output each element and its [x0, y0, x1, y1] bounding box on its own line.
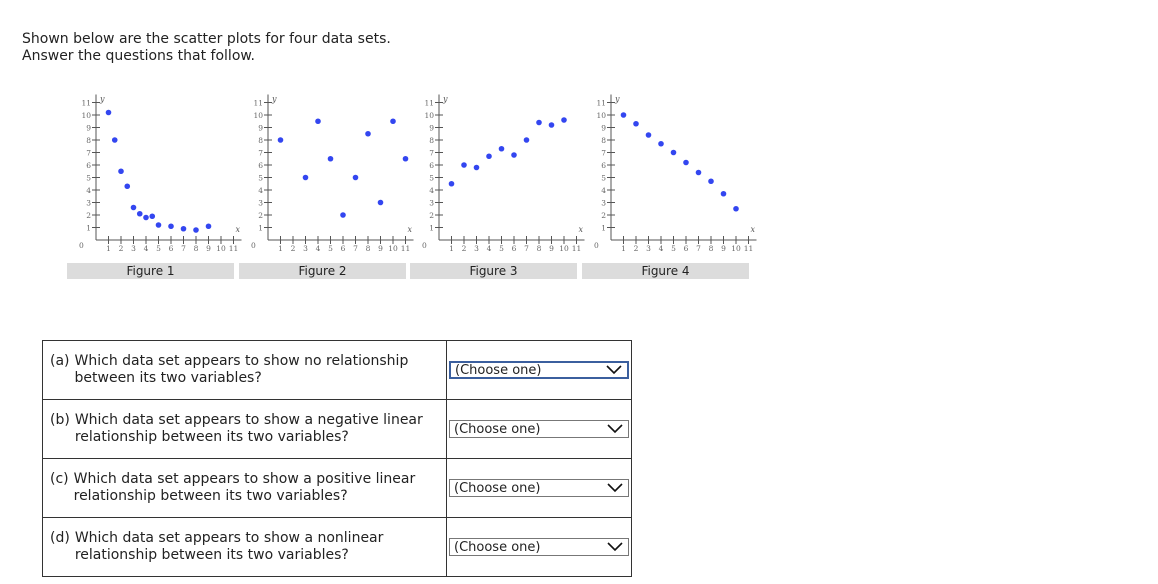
x-tick-label: 11: [400, 244, 411, 253]
answer-cell-b: [447, 400, 632, 459]
answer-select-a-value: (Choose one): [455, 362, 542, 378]
data-point: [278, 137, 284, 143]
data-point: [499, 146, 505, 152]
y-tick-label: 3: [86, 198, 91, 208]
x-tick-label: 4: [658, 244, 664, 253]
y-tick-label: 9: [601, 123, 606, 133]
x-tick-label: 6: [340, 244, 346, 253]
question-a-letter: (a): [50, 353, 70, 369]
x-tick-label: 11: [228, 244, 239, 253]
question-d: [43, 518, 447, 577]
chevron-down-icon: [607, 424, 623, 434]
figure-4-caption: Figure 4: [582, 263, 749, 279]
data-point: [474, 165, 480, 171]
x-tick-label: 10: [559, 244, 569, 253]
y-tick-label: 9: [258, 123, 263, 133]
data-point: [449, 181, 455, 187]
x-tick-label: 2: [461, 244, 467, 253]
answer-select-d-value: (Choose one): [454, 539, 541, 555]
y-tick-label: 8: [258, 136, 263, 145]
question-b-text: Which data set appears to show a negative linear relationship between its two variables?: [74, 412, 423, 445]
x-tick-label: 1: [278, 244, 283, 253]
y-tick-label: 11: [596, 98, 606, 108]
instructions: [22, 31, 391, 65]
x-tick-label: 8: [536, 244, 542, 253]
chevron-down-icon: [607, 483, 623, 493]
data-point: [696, 170, 702, 176]
x-tick-label: 4: [143, 244, 149, 253]
y-tick-label: 6: [86, 161, 91, 170]
question-a: [43, 341, 447, 400]
x-tick-label: 6: [683, 244, 689, 253]
x-tick-label: 10: [731, 244, 741, 253]
data-point: [524, 137, 530, 143]
data-point: [303, 175, 309, 181]
y-tick-label: 7: [258, 148, 263, 158]
y-tick-label: 1: [86, 223, 91, 233]
y-tick-label: 3: [258, 198, 263, 208]
x-tick-label: 8: [365, 244, 371, 253]
answer-select-b[interactable]: [449, 420, 629, 438]
x-tick-label: 7: [524, 244, 529, 253]
data-point: [461, 162, 467, 168]
data-point: [328, 156, 334, 162]
data-point: [353, 175, 359, 181]
y-tick-label: 5: [601, 173, 606, 183]
questions-table: [42, 340, 632, 577]
figure-3-caption: Figure 3: [410, 263, 577, 279]
data-point: [137, 211, 143, 217]
x-tick-label: 5: [328, 244, 333, 253]
data-point: [683, 160, 689, 166]
y-tick-label: 6: [601, 161, 606, 170]
y-tick-label: 7: [601, 148, 606, 158]
question-d-text: Which data set appears to show a nonlinear relationship between its two variables?: [74, 530, 384, 563]
y-tick-label: 4: [429, 186, 434, 195]
y-axis-label: y: [100, 94, 105, 104]
x-tick-label: 2: [118, 244, 124, 253]
scatter-plot-figure-2: [236, 86, 413, 256]
data-point: [486, 153, 492, 159]
question-row-d: [43, 518, 632, 577]
y-tick-label: 11: [424, 98, 434, 108]
y-tick-label: 1: [601, 223, 606, 233]
y-axis-label: y: [443, 94, 448, 104]
y-tick-label: 6: [429, 161, 434, 170]
data-point: [646, 132, 652, 138]
answer-select-a[interactable]: [449, 361, 629, 379]
y-tick-label: 7: [86, 148, 91, 158]
x-tick-label: 3: [474, 244, 479, 253]
y-tick-label: 10: [596, 111, 606, 120]
x-tick-label: 3: [303, 244, 308, 253]
question-d-letter: (d): [50, 530, 70, 546]
answer-cell-d: [447, 518, 632, 577]
x-tick-label: 7: [181, 244, 186, 253]
y-tick-label: 1: [258, 223, 263, 233]
answer-cell-a: [447, 341, 632, 400]
y-tick-label: 8: [429, 136, 434, 145]
data-point: [118, 168, 124, 174]
instructions-line-1: Shown below are the scatter plots for four data sets.: [22, 31, 391, 47]
y-tick-label: 3: [429, 198, 434, 208]
x-tick-label: 7: [353, 244, 358, 253]
data-point: [621, 112, 627, 118]
question-row-c: [43, 459, 632, 518]
data-point: [106, 110, 112, 116]
data-point: [658, 141, 664, 147]
scatter-plot-figure-4: [579, 86, 756, 256]
x-tick-label: 2: [633, 244, 639, 253]
y-tick-label: 10: [424, 111, 434, 120]
data-point: [708, 178, 714, 184]
data-point: [511, 152, 517, 158]
data-point: [671, 150, 677, 156]
x-tick-label: 9: [721, 244, 726, 253]
data-point: [124, 183, 130, 189]
y-tick-label: 11: [253, 98, 263, 108]
question-c: [43, 459, 447, 518]
y-tick-label: 5: [86, 173, 91, 183]
x-tick-label: 10: [388, 244, 398, 253]
chevron-down-icon: [606, 365, 622, 375]
figure-1-caption: Figure 1: [67, 263, 234, 279]
data-point: [365, 131, 371, 137]
data-point: [206, 223, 212, 229]
y-tick-label: 2: [86, 211, 91, 220]
x-tick-label: 11: [571, 244, 582, 253]
y-axis-label: y: [615, 94, 620, 104]
answer-select-b-value: (Choose one): [454, 421, 541, 437]
data-point: [340, 212, 346, 218]
data-point: [131, 205, 137, 211]
y-tick-label: 8: [601, 136, 606, 145]
x-tick-label: 3: [646, 244, 651, 253]
x-axis-label: x: [750, 225, 756, 234]
origin-label: 0: [594, 241, 599, 250]
question-row-a: [43, 341, 632, 400]
data-point: [143, 215, 149, 221]
data-point: [536, 120, 542, 126]
y-tick-label: 4: [86, 186, 91, 195]
answer-cell-c: [447, 459, 632, 518]
scatter-plot-figure-3: [407, 86, 584, 256]
data-point: [181, 226, 187, 232]
y-tick-label: 9: [86, 123, 91, 133]
x-tick-label: 5: [499, 244, 504, 253]
x-tick-label: 1: [621, 244, 626, 253]
data-point: [561, 117, 567, 123]
y-tick-label: 11: [81, 98, 91, 108]
x-axis-label: x: [578, 225, 584, 234]
y-tick-label: 3: [601, 198, 606, 208]
y-tick-label: 2: [601, 211, 606, 220]
origin-label: 0: [79, 241, 84, 250]
y-tick-label: 4: [258, 186, 263, 195]
answer-select-c-value: (Choose one): [454, 480, 541, 496]
y-tick-label: 10: [81, 111, 91, 120]
data-point: [549, 122, 555, 128]
x-tick-label: 6: [168, 244, 174, 253]
y-tick-label: 7: [429, 148, 434, 158]
x-tick-label: 4: [315, 244, 321, 253]
x-axis-label: x: [235, 225, 241, 234]
x-tick-label: 9: [206, 244, 211, 253]
y-tick-label: 5: [429, 173, 434, 183]
x-tick-label: 1: [449, 244, 454, 253]
x-tick-label: 5: [156, 244, 161, 253]
data-point: [193, 227, 199, 233]
y-tick-label: 2: [258, 211, 263, 220]
figure-2-caption: Figure 2: [239, 263, 406, 279]
data-point: [168, 223, 174, 229]
origin-label: 0: [422, 241, 427, 250]
question-a-text: Which data set appears to show no relationship between its two variables?: [74, 353, 409, 386]
y-tick-label: 10: [253, 111, 263, 120]
data-point: [149, 213, 155, 219]
question-b: [43, 400, 447, 459]
data-point: [378, 200, 384, 206]
instructions-line-2: Answer the questions that follow.: [22, 48, 256, 64]
y-axis-label: y: [272, 94, 277, 104]
x-tick-label: 8: [708, 244, 714, 253]
origin-label: 0: [251, 241, 256, 250]
x-tick-label: 3: [131, 244, 136, 253]
x-tick-label: 4: [486, 244, 492, 253]
y-tick-label: 9: [429, 123, 434, 133]
x-tick-label: 11: [743, 244, 754, 253]
question-c-text: Which data set appears to show a positive linear relationship between its two variables?: [73, 471, 416, 504]
data-point: [633, 121, 639, 127]
y-tick-label: 4: [601, 186, 606, 195]
scatter-plot-figure-1: [64, 86, 241, 256]
x-tick-label: 9: [549, 244, 554, 253]
x-tick-label: 2: [290, 244, 296, 253]
question-row-b: [43, 400, 632, 459]
data-point: [315, 118, 321, 124]
x-tick-label: 8: [193, 244, 199, 253]
question-b-letter: (b): [50, 412, 70, 428]
y-tick-label: 2: [429, 211, 434, 220]
data-point: [390, 118, 396, 124]
x-axis-label: x: [407, 225, 413, 234]
x-tick-label: 5: [671, 244, 676, 253]
x-tick-label: 9: [378, 244, 383, 253]
answer-select-d[interactable]: [449, 538, 629, 556]
data-point: [721, 191, 727, 197]
x-tick-label: 10: [216, 244, 226, 253]
y-tick-label: 6: [258, 161, 263, 170]
y-tick-label: 1: [429, 223, 434, 233]
data-point: [156, 222, 162, 228]
data-point: [733, 206, 739, 212]
data-point: [112, 137, 118, 143]
x-tick-label: 1: [106, 244, 111, 253]
question-c-letter: (c): [50, 471, 69, 487]
y-tick-label: 8: [86, 136, 91, 145]
x-tick-label: 6: [511, 244, 517, 253]
x-tick-label: 7: [696, 244, 701, 253]
chevron-down-icon: [607, 542, 623, 552]
answer-select-c[interactable]: [449, 479, 629, 497]
y-tick-label: 5: [258, 173, 263, 183]
